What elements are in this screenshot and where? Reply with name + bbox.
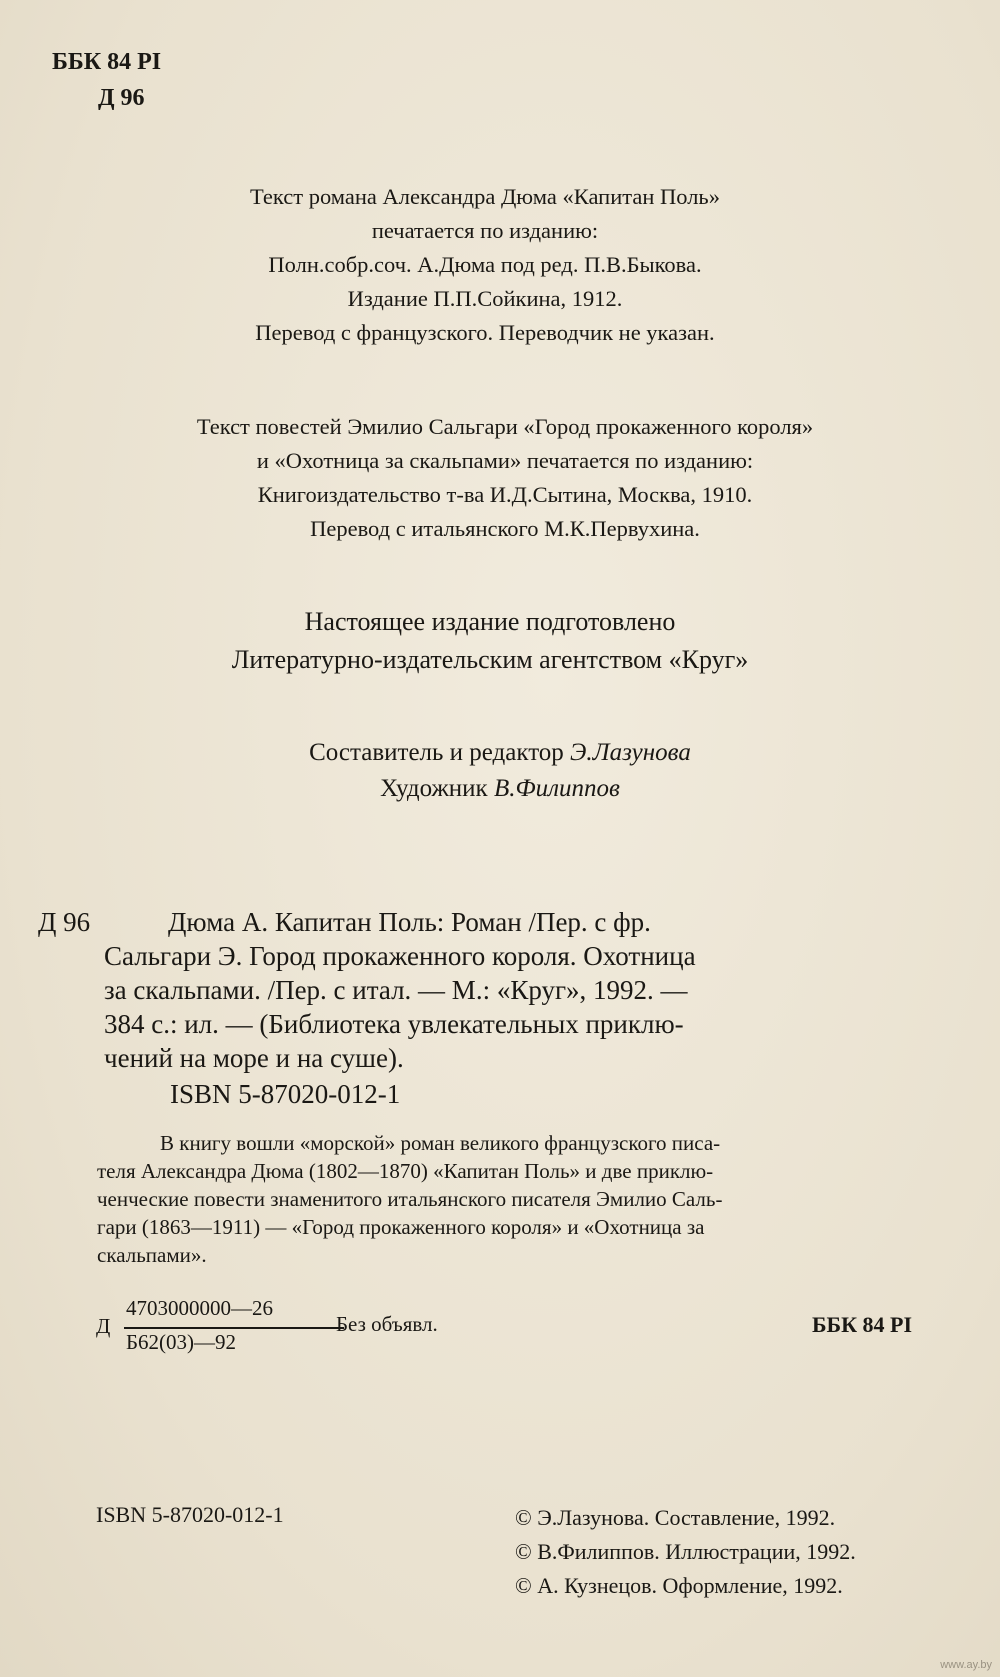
credits-block (180, 735, 820, 807)
source-line: Текст романа Александра Дюма «Капитан Поль» (250, 184, 720, 209)
source-line: Перевод с итальянского М.К.Первухина. (310, 516, 700, 541)
site-watermark: www.ay.by (940, 1659, 992, 1671)
annotation-line: ченческие повести знаменитого итальянского писателя Эмилио Саль- (97, 1187, 723, 1211)
entry-isbn: ISBN 5-87020-012-1 (170, 1079, 401, 1109)
annotation (97, 1129, 723, 1269)
annotation-line: скальпами». (97, 1243, 207, 1267)
artist-role: Художник (380, 775, 488, 802)
source-line: Перевод с французского. Переводчик не указан. (255, 320, 715, 345)
source-line: Издание П.П.Сойкина, 1912. (347, 286, 623, 311)
annotation-line: гари (1863—1911) — «Город прокаженного короля» и «Охотница за (97, 1215, 705, 1239)
source-line: Книгоиздательство т-ва И.Д.Сытина, Москва, 1910. (257, 482, 753, 507)
entry-line: Сальгари Э. Город прокаженного короля. Охотница (104, 941, 696, 971)
agency-line: Литературно-издательским агентством «Круг» (231, 645, 749, 674)
compiler-credit (180, 735, 820, 771)
entry-code: Д 96 (38, 907, 91, 937)
source-salgari-block (75, 410, 935, 546)
copyright-line: © Э.Лазунова. Составление, 1992. (515, 1505, 836, 1530)
source-line: и «Охотница за скальпами» печатается по изданию: (256, 448, 754, 473)
copyright-block (515, 1501, 856, 1603)
compiler-name: Э.Лазунова (570, 739, 691, 766)
bbk-header (52, 44, 161, 116)
classification-denominator: Б62(03)—92 (126, 1330, 237, 1354)
bbk-code: ББК 84 PI (52, 49, 162, 75)
artist-credit (180, 771, 820, 807)
agency-block (120, 603, 860, 679)
entry-line: за скальпами. /Пер. с итал. — М.: «Круг», 1992. — (104, 975, 688, 1005)
entry-line: чений на море и на суше). (104, 1043, 404, 1073)
copyright-line: © В.Филиппов. Иллюстрации, 1992. (515, 1539, 856, 1564)
copyright-line: © А. Кузнецов. Оформление, 1992. (515, 1573, 843, 1598)
catalog-code: Д 96 (98, 85, 145, 111)
entry-line: Дюма А. Капитан Поль: Роман /Пер. с фр. (168, 907, 651, 937)
footer-isbn: ISBN 5-87020-012-1 (96, 1502, 284, 1527)
agency-line: Настоящее издание подготовлено (304, 607, 676, 636)
compiler-role: Составитель и редактор (309, 739, 564, 766)
entry-line: 384 с.: ил. — (Библиотека увлекательных приклю- (104, 1009, 684, 1039)
annotation-line: теля Александра Дюма (1802—1870) «Капитан Поль» и две приклю- (97, 1159, 714, 1183)
source-line: Полн.собр.соч. А.Дюма под ред. П.В.Быкова. (268, 252, 702, 277)
bbk-footer-code: ББК 84 PI (812, 1312, 913, 1337)
classification-note: Без объявл. (336, 1312, 438, 1336)
artist-name: В.Филиппов (493, 775, 620, 802)
source-dumas-block (150, 180, 820, 350)
classification-numerator: 4703000000—26 (126, 1296, 273, 1320)
fraction-bar (124, 1327, 344, 1329)
source-line: печатается по изданию: (371, 218, 599, 243)
annotation-line: В книгу вошли «морской» роман великого французского писа- (160, 1131, 721, 1155)
source-line: Текст повестей Эмилио Сальгари «Город прокаженного короля» (196, 414, 814, 439)
classification-prefix: Д (96, 1314, 111, 1338)
